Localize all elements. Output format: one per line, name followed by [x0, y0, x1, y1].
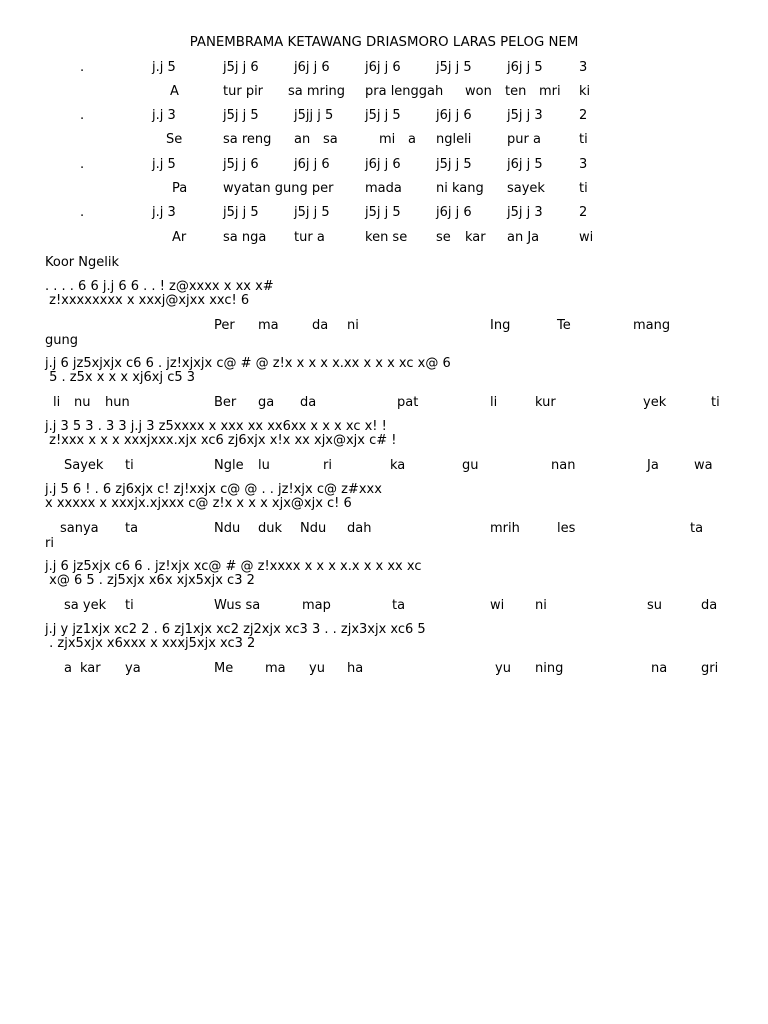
lyric: se — [436, 230, 451, 245]
lyric: ma — [258, 318, 279, 333]
lyric: ten — [505, 84, 527, 99]
lyric: gu — [462, 458, 479, 473]
lyric: Per — [214, 318, 235, 333]
lyric: ta — [125, 521, 139, 536]
lyric: wa — [694, 458, 713, 473]
lyric-line — [0, 598, 768, 614]
lyric: ngleli — [436, 132, 472, 147]
lyric: nan — [551, 458, 576, 473]
lyric: pur a — [507, 132, 541, 147]
lyric-line — [0, 84, 768, 100]
notation-block: j.j 6 jz5xjx c6 6 . jz!xjx xc@ # @ z!xxxx x x x x.x x x xx xc x@ 6 5 . zj5xjx x6x xjx5xjx c3 2 — [45, 559, 422, 588]
lyric: wi — [579, 230, 594, 245]
note: . — [80, 205, 85, 220]
lyric: Pa — [172, 181, 188, 196]
lyric: sa mring — [288, 84, 345, 99]
note: j6j j 6 — [365, 60, 401, 75]
note: 2 — [579, 205, 588, 220]
lyric: sa yek — [64, 598, 107, 613]
lyric: tur a — [294, 230, 325, 245]
lyric: kar — [80, 661, 101, 676]
lyric: ti — [125, 458, 134, 473]
lyric: mang — [633, 318, 671, 333]
lyric: ta — [392, 598, 406, 613]
lyric: sanya — [60, 521, 99, 536]
lyric: a — [408, 132, 416, 147]
note: j6j j 6 — [294, 157, 330, 172]
lyric: Ndu — [300, 521, 327, 536]
lyric: Ing — [490, 318, 511, 333]
lyric: A — [170, 84, 179, 99]
lyric: pat — [397, 395, 419, 410]
lyric: Sayek — [64, 458, 104, 473]
lyric: hun — [105, 395, 130, 410]
section-heading: Koor Ngelik — [45, 255, 119, 270]
lyric: tur pir — [223, 84, 264, 99]
lyric: won — [465, 84, 492, 99]
lyric: Wus sa — [214, 598, 261, 613]
lyric: mada — [365, 181, 402, 196]
note: j.j 3 — [152, 108, 176, 123]
lyric: yek — [643, 395, 667, 410]
lyric: an — [294, 132, 311, 147]
document-title: PANEMBRAMA KETAWANG DRIASMORO LARAS PELOG NEM — [189, 35, 579, 50]
note: j5j j 5 — [294, 205, 330, 220]
lyric: ning — [535, 661, 564, 676]
note: j5j j 5 — [436, 60, 472, 75]
notation-line — [0, 205, 768, 221]
lyric-line — [0, 521, 768, 551]
note: j5j j 5 — [365, 205, 401, 220]
lyric: Ber — [214, 395, 237, 410]
lyric: kur — [535, 395, 556, 410]
lyric: ti — [579, 132, 588, 147]
lyric: mri — [539, 84, 561, 99]
note: j6j j 5 — [507, 157, 543, 172]
lyric: nu — [74, 395, 91, 410]
note: j.j 5 — [152, 60, 176, 75]
lyric-line — [0, 661, 768, 677]
note: . — [80, 157, 85, 172]
lyric: ya — [125, 661, 141, 676]
lyric: Ar — [172, 230, 187, 245]
lyric: kar — [465, 230, 486, 245]
lyric: Ndu — [214, 521, 241, 536]
lyric: sa — [323, 132, 338, 147]
note: j6j j 6 — [365, 157, 401, 172]
lyric: Te — [557, 318, 571, 333]
notation-block: j.j 3 5 3 . 3 3 j.j 3 z5xxxx x xxx xx xx6xx x x x xc x! ! z!xxx x x x xxxjxxx.xjx xc6 zj6xjx x!x xx xjx@xjx c# ! — [45, 419, 397, 448]
note: j.j 5 — [152, 157, 176, 172]
lyric: ri — [323, 458, 332, 473]
note: j5j j 5 — [223, 205, 259, 220]
lyric-line — [0, 458, 768, 474]
lyric: duk — [258, 521, 283, 536]
lyric: lu — [258, 458, 270, 473]
notation-block: . . . . 6 6 j.j 6 6 . . ! z@xxxx x xx x# z!xxxxxxxx x xxxj@xjxx xxc! 6 — [45, 279, 274, 308]
lyric: ma — [265, 661, 286, 676]
note: j6j j 5 — [507, 60, 543, 75]
note: j5j j 5 — [365, 108, 401, 123]
lyric: a — [64, 661, 72, 676]
lyric: ni — [535, 598, 547, 613]
lyric: mi — [379, 132, 396, 147]
note: . — [80, 60, 85, 75]
lyric-line — [0, 230, 768, 246]
notation-block: j.j 6 jz5xjxjx c6 6 . jz!xjxjx c@ # @ z!x x x x x.xx x x x xc x@ 6 5 . z5x x x x xj6xj c5 3 — [45, 356, 451, 385]
lyric: sayek — [507, 181, 545, 196]
note: j6j j 6 — [294, 60, 330, 75]
lyric: ga — [258, 395, 275, 410]
note: j6j j 6 — [436, 108, 472, 123]
note: 3 — [579, 60, 588, 75]
lyric: ri — [45, 536, 54, 551]
lyric: da — [300, 395, 317, 410]
note: j5j j 5 — [223, 108, 259, 123]
lyric: na — [651, 661, 668, 676]
lyric: da — [701, 598, 718, 613]
lyric: mrih — [490, 521, 520, 536]
notation-line — [0, 60, 768, 76]
lyric: pra lenggah — [365, 84, 444, 99]
note: 2 — [579, 108, 588, 123]
note: . — [80, 108, 85, 123]
lyric: Ngle — [214, 458, 244, 473]
lyric-line — [0, 132, 768, 148]
lyric: da — [312, 318, 329, 333]
lyric: sa reng — [223, 132, 272, 147]
lyric: wi — [490, 598, 505, 613]
note: j.j 3 — [152, 205, 176, 220]
note: j5j j 3 — [507, 205, 543, 220]
lyric: Se — [166, 132, 183, 147]
lyric-line — [0, 395, 768, 411]
lyric: ni — [347, 318, 359, 333]
note: j5jj j 5 — [294, 108, 334, 123]
notation-line — [0, 108, 768, 124]
lyric: map — [302, 598, 331, 613]
lyric-line — [0, 181, 768, 197]
lyric: ki — [579, 84, 591, 99]
note: 3 — [579, 157, 588, 172]
lyric: ni kang — [436, 181, 484, 196]
lyric-line — [0, 318, 768, 348]
note: j6j j 6 — [436, 205, 472, 220]
lyric: ta — [690, 521, 704, 536]
note: j5j j 6 — [223, 60, 259, 75]
lyric: Me — [214, 661, 234, 676]
lyric: ken se — [365, 230, 408, 245]
notation-line — [0, 157, 768, 173]
lyric: li — [53, 395, 61, 410]
lyric: dah — [347, 521, 372, 536]
lyric: sa nga — [223, 230, 267, 245]
lyric: an Ja — [507, 230, 540, 245]
lyric: ti — [125, 598, 134, 613]
lyric: yu — [495, 661, 511, 676]
notation-block: j.j 5 6 ! . 6 zj6xjx c! zj!xxjx c@ @ . . jz!xjx c@ z#xxx x xxxxx x xxxjx.xjxxx c@ z!x x x x xjx@xjx c! 6 — [45, 482, 382, 511]
lyric: wyatan gung per — [223, 181, 334, 196]
note: j5j j 6 — [223, 157, 259, 172]
lyric: les — [557, 521, 576, 536]
lyric: ka — [390, 458, 406, 473]
note: j5j j 5 — [436, 157, 472, 172]
lyric: ti — [711, 395, 720, 410]
lyric: su — [647, 598, 663, 613]
lyric: gri — [701, 661, 719, 676]
note: j5j j 3 — [507, 108, 543, 123]
lyric: yu — [309, 661, 325, 676]
lyric: ti — [579, 181, 588, 196]
lyric: ha — [347, 661, 364, 676]
lyric: li — [490, 395, 498, 410]
lyric: gung — [45, 333, 78, 348]
notation-block: j.j y jz1xjx xc2 2 . 6 zj1xjx xc2 zj2xjx xc3 3 . . zjx3xjx xc6 5 . zjx5xjx x6xxx x xxxj5xjx xc3 2 — [45, 622, 426, 651]
lyric: Ja — [647, 458, 659, 473]
